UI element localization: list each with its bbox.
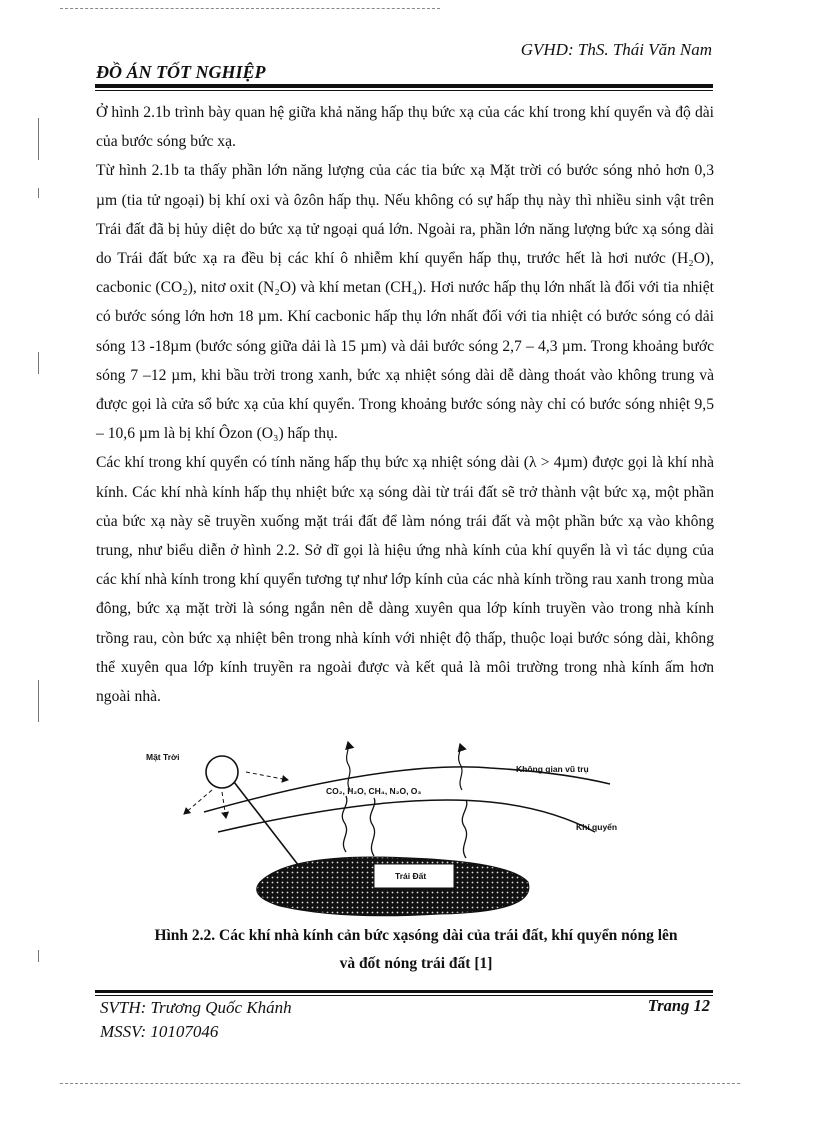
footer-rule-thin [95, 995, 713, 996]
caption-line: Hình 2.2. Các khí nhà kính cản bức xạsóng dài của trái đất, khí quyển nóng lên [154, 927, 678, 944]
gases-label: CO₂, H₂O, CH₄, N₂O, O₃ [326, 786, 422, 796]
student-name: SVTH: Trương Quốc Khánh [100, 998, 292, 1017]
escaping-radiation-arrow [347, 742, 350, 790]
header-rule-thin [95, 90, 713, 91]
atmosphere-boundary-line [218, 800, 595, 832]
sun-label: Mặt Trời [146, 752, 180, 762]
scan-margin-mark [38, 680, 39, 722]
paragraph: Các khí trong khí quyển có tính năng hấp thụ bức xạ nhiệt sóng dài (λ > 4µm) được gọi là khí nhà kính. Các khí nhà kính hấp thụ nhiệt bức xạ sóng dài từ trái đất sẽ trở thành vật bức xạ, một phần của bức xạ này sẽ truyền xuống mặt trái đất để làm nóng trái đất và một phần bức xạ vào không trung, như biểu diễn ở hình 2.2. Sở dĩ gọi là hiệu ứng nhà kính của khí quyển là vì tác dụng của các khí nhà kính trong khí quyển tương tự như lớp kính của các nhà kính trồng rau xanh trong mùa đông, bức xạ mặt trời là sóng ngắn nên dễ dàng xuyên qua lớp kính truyền vào trong nhà kính trồng rau, còn bức xạ nhiệt bên trong nhà kính với nhiệt độ thấp, thuộc loại bước sóng dài, không thể xuyên qua lớp kính truyền ra ngoài được và kết quả là môi trường trong nhà kính ấm hơn ngoài nhà. [96, 454, 714, 706]
page-number: Trang 12 [647, 996, 710, 1015]
header-rule [95, 84, 713, 88]
scan-margin-mark [38, 188, 39, 198]
body-text [96, 98, 714, 711]
atmosphere-label: Khí quyển [576, 822, 618, 832]
earth-label: Trái Đất [395, 871, 427, 881]
footer-rule [95, 990, 713, 993]
scan-margin-mark [38, 118, 39, 160]
sun-shape [206, 756, 238, 788]
project-title: ĐỒ ÁN TỐT NGHIỆP [96, 62, 266, 82]
scan-dash-top [60, 8, 440, 9]
heat-wave-line [462, 800, 467, 858]
supervisor-line: GVHD: ThS. Thái Văn Nam [520, 40, 712, 59]
scattered-ray-arrow [222, 792, 226, 818]
space-label: Không gian vũ trụ [516, 764, 589, 774]
greenhouse-figure [140, 740, 660, 920]
scan-margin-mark [38, 950, 39, 962]
student-id: MSSV: 10107046 [100, 1022, 219, 1041]
heat-wave-line [342, 796, 347, 852]
scan-dash-bottom [60, 1083, 740, 1084]
reflected-ray-arrow [246, 772, 288, 780]
figure-caption [96, 922, 736, 978]
paragraph: Từ hình 2.1b ta thấy phần lớn năng lượng của các tia bức xạ Mặt trời có bước sóng nhỏ hơn 0,3 µm (tia tử ngoại) bị khí oxi và ôzôn hấp thụ. Nếu không có sự hấp thụ này thì nhiều sinh vật trên Trái đất đã bị hủy diệt do bức xạ tử ngoại quá lớn. Ngoài ra, phần lớn năng lượng bức xạ sóng dài do Trái đất bức xạ ra đều bị các khí ô nhiễm khí quyển hấp thụ, trước hết là hơi nước (H₂O), cacbonic (CO₂), nitơ oxit (N₂O) và khí metan (CH₄). Hơi nước hấp thụ lớn nhất là đối với tia nhiệt có bước sóng lớn hơn 18 µm. Khí cacbonic hấp thụ lớn nhất đối với tia nhiệt có bước sóng có dải sóng 13 -18µm (bước sóng giữa dải là 15 µm) và dải bước sóng 2,7 – 4,3 µm. Trong khoảng bước sóng 7 –12 µm, khi bầu trời trong xanh, bức xạ nhiệt sóng dài dễ dàng thoát vào không trung và được gọi là cửa sổ bức xạ của khí quyển. Trong khoảng bước sóng này chỉ có bước sóng nhiệt 9,5 – 10,6 µm là bị khí Ôzon (O₃) hấp thụ. [96, 162, 714, 443]
caption-line: và đốt nóng trái đất [1] [339, 955, 493, 972]
heat-wave-line [370, 798, 375, 856]
scan-margin-mark [38, 352, 39, 374]
paragraph: Ở hình 2.1b trình bày quan hệ giữa khả năng hấp thụ bức xạ của các khí trong khí quyển và độ dài của bước sóng bức xạ. [96, 104, 714, 151]
